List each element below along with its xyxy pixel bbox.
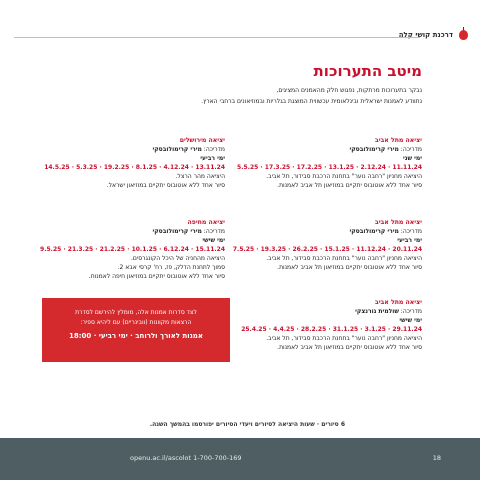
trip-note: היציאה מהר הרצל.	[175, 173, 225, 180]
footnote: 6 סיורים · שעות היציאה לסיורים ויעדי הסיורים יפורסמו בהמשך השנה.	[149, 421, 345, 428]
trip-note: סיור אחד ללא אוטובוס יתקיים במוזיאון ישראל.	[106, 182, 225, 189]
guide-name: שולמית גורנצקי	[355, 308, 399, 315]
trip-note: סיור אחד ללא אוטובוס יתקיים במוזיאון תל אביב לאמנות.	[277, 264, 422, 271]
trip-dates: 20.11.24 · 11.12.24 · 15.1.25 · 26.2.25 · 19.3.25 · 7.5.25	[232, 246, 422, 253]
guide-name: מירי קרימולובסקי	[152, 146, 202, 153]
trip-guide	[217, 227, 422, 236]
brand-name: דרכנת קושי קלה	[398, 31, 453, 39]
trip-dates: 13.11.24 · 4.12.24 · 8.1.25 · 19.2.25 · 5.3.25 · 14.5.25	[44, 164, 225, 171]
trip-title: יציאה מתל אביב	[374, 299, 422, 306]
trip-dates: 15.11.24 · 6.12.24 · 10.1.25 · 21.2.25 · 21.3.25 · 9.5.25	[40, 246, 225, 253]
guide-name: מירי קרימולובסקי	[349, 228, 399, 235]
trip-block	[20, 218, 225, 281]
trip-note: היציאה מהחניה של היכל הקונגרסים.	[130, 255, 225, 262]
guide-label: מדריכה:	[400, 228, 422, 235]
apple-icon	[459, 30, 468, 40]
guide-name: מירי קרימולובסקי	[152, 228, 202, 235]
guide-label: מדריכה:	[400, 308, 422, 315]
trip-title: יציאה מתל אביב	[374, 137, 422, 144]
promo-highlight: אמנות לאורך ולרוחב · ימי רביעי · 18:00	[69, 332, 203, 340]
trip-note: היציאה מחניון "רחבה נוער" בתחנת הרכבת סבידור, תל אביב.	[266, 335, 422, 342]
intro-line: נבקר בתערוכות מרתקות, נפגוש חלק מהאמנים המציגים,	[276, 87, 422, 94]
page-number: 18	[432, 454, 441, 462]
intro-text	[52, 85, 422, 107]
trip-day: ימי רביעי	[200, 155, 225, 162]
trip-note: סיור אחד ללא אוטובוס יתקיים במוזיאון תל אביב לאמנות.	[277, 182, 422, 189]
guide-label: מדריכה:	[203, 228, 225, 235]
trip-day: ימי רביעי	[397, 237, 422, 244]
trip-guide	[217, 145, 422, 154]
trip-day: ימי שישי	[202, 237, 225, 244]
promo-box	[42, 298, 230, 362]
brand	[399, 30, 468, 40]
guide-name: מירי קרימולובסקי	[349, 146, 399, 153]
page-title: מיטב התערוכות	[313, 62, 422, 80]
guide-label: מדריכה:	[203, 146, 225, 153]
trip-block	[217, 136, 422, 190]
trip-day: ימי שני	[403, 155, 422, 162]
trip-title: יציאה מתל אביב	[374, 219, 422, 226]
guide-label: מדריכה:	[400, 146, 422, 153]
trip-guide	[217, 307, 422, 316]
trip-block	[217, 298, 422, 352]
promo-line: הרצאות מקוונות (וובינריים) עם ליהיא ספיר:	[80, 319, 192, 326]
footer-contact[interactable]: openu.ac.il/ascolot 1-700-700-169	[130, 454, 242, 462]
trip-block	[20, 136, 225, 190]
trip-title: יציאה מחיפה	[187, 219, 225, 226]
trip-dates: 11.11.24 · 2.12.24 · 13.1.25 · 17.2.25 · 17.3.25 · 5.5.25	[237, 164, 422, 171]
trip-guide	[20, 145, 225, 154]
trip-day: ימי שישי	[399, 317, 422, 324]
trip-note: סיור אחד ללא אוטובוס יתקיים במוזיאון חיפה לאמנות.	[88, 273, 225, 280]
trip-guide	[20, 227, 225, 236]
promo-line: לצד סדרות אמנות אלה, מומלץ להירשם לסדרת	[75, 309, 197, 316]
trip-note: היציאה מחניון "רחבה נוער" בתחנת הרכבת סבידור, תל אביב.	[266, 255, 422, 262]
trip-title: יציאה מירושלים	[179, 137, 225, 144]
trip-block	[217, 218, 422, 272]
footer-bar	[0, 438, 480, 480]
trip-dates: 29.11.24 · 3.1.25 · 31.1.25 · 28.2.25 · 4.4.25 · 25.4.25	[241, 326, 422, 333]
intro-line: נתוודע לאמנות ישראלית ובינלאומית עכשווית המוצגת בגלריות ובמוזיאונים ברחבי הארץ.	[201, 98, 422, 105]
trip-note: סיור אחד ללא אוטובוס יתקיים במוזיאון תל אביב לאמנות.	[277, 344, 422, 351]
header-rule	[14, 37, 420, 38]
trip-note: היציאה מחניון "רחבה נוער" בתחנת הרכבת סבידור, תל אביב.	[266, 173, 422, 180]
trip-note: סמוך לתחנת הדלק, פז, רח' קרסי אבא 2.	[117, 264, 225, 271]
